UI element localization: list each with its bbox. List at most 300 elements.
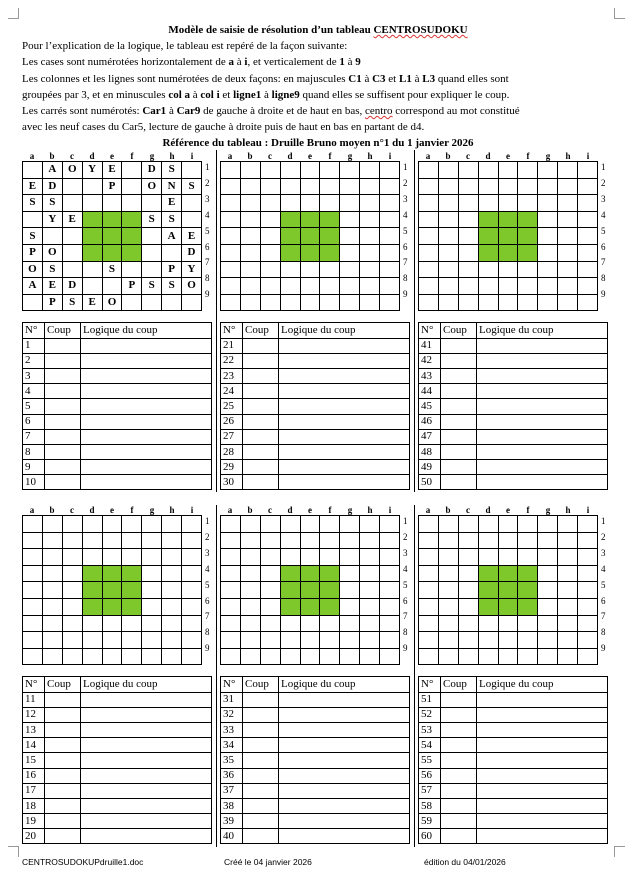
- grid-cell[interactable]: [320, 178, 340, 195]
- grid-cell[interactable]: [578, 632, 598, 649]
- move-coup-cell[interactable]: [45, 338, 81, 353]
- grid-cell[interactable]: S: [102, 261, 122, 278]
- grid-cell[interactable]: [260, 195, 280, 212]
- grid-cell[interactable]: [300, 195, 320, 212]
- grid-cell[interactable]: [260, 648, 280, 665]
- move-logic-cell[interactable]: [81, 768, 212, 783]
- grid-cell[interactable]: [518, 549, 538, 566]
- grid-cell[interactable]: [340, 516, 360, 533]
- grid-cell[interactable]: [419, 228, 439, 245]
- grid-cell[interactable]: [360, 278, 380, 295]
- grid-cell[interactable]: [419, 615, 439, 632]
- move-logic-cell[interactable]: [81, 798, 212, 813]
- move-coup-cell[interactable]: [441, 338, 477, 353]
- grid-cell[interactable]: [498, 598, 518, 615]
- grid-cell[interactable]: [380, 244, 400, 261]
- grid-cell[interactable]: [300, 244, 320, 261]
- grid-cell[interactable]: [478, 565, 498, 582]
- grid-cell[interactable]: [320, 632, 340, 649]
- grid-cell[interactable]: [538, 278, 558, 295]
- grid-cell[interactable]: [340, 632, 360, 649]
- grid-cell[interactable]: [360, 261, 380, 278]
- grid-cell[interactable]: [498, 615, 518, 632]
- move-coup-cell[interactable]: [243, 399, 279, 414]
- grid-cell[interactable]: S: [142, 278, 162, 295]
- grid-cell[interactable]: [142, 228, 162, 245]
- grid-cell[interactable]: [280, 162, 300, 179]
- grid-cell[interactable]: [82, 549, 102, 566]
- grid-cell[interactable]: [122, 598, 142, 615]
- grid-cell[interactable]: [458, 615, 478, 632]
- grid-cell[interactable]: [82, 211, 102, 228]
- grid-cell[interactable]: [280, 632, 300, 649]
- grid-cell[interactable]: [23, 598, 43, 615]
- grid-cell[interactable]: [458, 178, 478, 195]
- move-coup-cell[interactable]: [441, 353, 477, 368]
- grid-cell[interactable]: [23, 582, 43, 599]
- move-logic-cell[interactable]: [477, 460, 608, 475]
- grid-cell[interactable]: [558, 294, 578, 311]
- move-logic-cell[interactable]: [477, 829, 608, 844]
- grid-cell[interactable]: [518, 532, 538, 549]
- grid-cell[interactable]: [558, 178, 578, 195]
- grid-cell[interactable]: O: [42, 244, 62, 261]
- grid-cell[interactable]: E: [162, 195, 182, 212]
- move-coup-cell[interactable]: [441, 783, 477, 798]
- move-logic-cell[interactable]: [477, 753, 608, 768]
- move-logic-cell[interactable]: [81, 814, 212, 829]
- move-logic-cell[interactable]: [279, 399, 410, 414]
- grid-cell[interactable]: [578, 648, 598, 665]
- grid-cell[interactable]: [518, 615, 538, 632]
- grid-cell[interactable]: [162, 615, 182, 632]
- grid-cell[interactable]: [538, 582, 558, 599]
- grid-cell[interactable]: [221, 195, 241, 212]
- grid-cell[interactable]: [62, 261, 82, 278]
- grid-cell[interactable]: [538, 178, 558, 195]
- grid-cell[interactable]: [320, 532, 340, 549]
- grid-cell[interactable]: [221, 648, 241, 665]
- grid-cell[interactable]: [578, 211, 598, 228]
- grid-cell[interactable]: [360, 244, 380, 261]
- grid-cell[interactable]: [260, 211, 280, 228]
- grid-cell[interactable]: [538, 598, 558, 615]
- grid-cell[interactable]: [518, 278, 538, 295]
- grid-cell[interactable]: [360, 228, 380, 245]
- grid-cell[interactable]: [260, 178, 280, 195]
- grid-cell[interactable]: [82, 228, 102, 245]
- grid-cell[interactable]: [419, 598, 439, 615]
- grid-cell[interactable]: [360, 195, 380, 212]
- grid-cell[interactable]: [478, 294, 498, 311]
- move-coup-cell[interactable]: [45, 460, 81, 475]
- grid-cell[interactable]: [558, 615, 578, 632]
- grid-cell[interactable]: [42, 632, 62, 649]
- grid-cell[interactable]: [438, 261, 458, 278]
- grid-cell[interactable]: [419, 516, 439, 533]
- grid-cell[interactable]: [380, 278, 400, 295]
- grid-cell[interactable]: [380, 598, 400, 615]
- grid-cell[interactable]: [558, 532, 578, 549]
- grid-cell[interactable]: [498, 195, 518, 212]
- move-logic-cell[interactable]: [81, 444, 212, 459]
- grid-cell[interactable]: [280, 549, 300, 566]
- grid-cell[interactable]: [221, 615, 241, 632]
- move-coup-cell[interactable]: [45, 722, 81, 737]
- grid-cell[interactable]: D: [182, 244, 202, 261]
- grid-cell[interactable]: [478, 582, 498, 599]
- grid-cell[interactable]: [478, 162, 498, 179]
- grid-cell[interactable]: [240, 598, 260, 615]
- move-logic-cell[interactable]: [279, 783, 410, 798]
- grid-cell[interactable]: [498, 565, 518, 582]
- move-logic-cell[interactable]: [477, 338, 608, 353]
- grid-cell[interactable]: [182, 549, 202, 566]
- grid-cell[interactable]: E: [23, 178, 43, 195]
- move-logic-cell[interactable]: [279, 384, 410, 399]
- move-coup-cell[interactable]: [45, 353, 81, 368]
- grid-cell[interactable]: [162, 294, 182, 311]
- grid-cell[interactable]: [518, 632, 538, 649]
- grid-cell[interactable]: [340, 228, 360, 245]
- grid-cell[interactable]: [300, 598, 320, 615]
- grid-cell[interactable]: [360, 532, 380, 549]
- grid-cell[interactable]: [260, 632, 280, 649]
- grid-cell[interactable]: [558, 516, 578, 533]
- grid-cell[interactable]: [280, 244, 300, 261]
- grid-cell[interactable]: O: [23, 261, 43, 278]
- grid-cell[interactable]: [578, 244, 598, 261]
- grid-cell[interactable]: [558, 195, 578, 212]
- grid-cell[interactable]: [23, 294, 43, 311]
- grid-cell[interactable]: [142, 598, 162, 615]
- grid-cell[interactable]: [240, 615, 260, 632]
- move-coup-cell[interactable]: [441, 475, 477, 490]
- grid-cell[interactable]: [62, 195, 82, 212]
- grid-cell[interactable]: [340, 532, 360, 549]
- grid-cell[interactable]: [518, 211, 538, 228]
- grid-cell[interactable]: [478, 632, 498, 649]
- grid-cell[interactable]: [221, 549, 241, 566]
- grid-cell[interactable]: [260, 582, 280, 599]
- grid-cell[interactable]: [478, 211, 498, 228]
- grid-cell[interactable]: S: [142, 211, 162, 228]
- grid-cell[interactable]: [458, 261, 478, 278]
- grid-cell[interactable]: [82, 648, 102, 665]
- grid-cell[interactable]: [419, 294, 439, 311]
- move-coup-cell[interactable]: [441, 460, 477, 475]
- grid-cell[interactable]: [558, 228, 578, 245]
- grid-cell[interactable]: [320, 615, 340, 632]
- grid-cell[interactable]: [122, 565, 142, 582]
- grid-cell[interactable]: [320, 211, 340, 228]
- grid-cell[interactable]: [419, 261, 439, 278]
- grid-cell[interactable]: [578, 162, 598, 179]
- grid-cell[interactable]: [240, 228, 260, 245]
- grid-cell[interactable]: [438, 178, 458, 195]
- grid-cell[interactable]: P: [162, 261, 182, 278]
- grid-cell[interactable]: [240, 178, 260, 195]
- grid-cell[interactable]: [62, 565, 82, 582]
- grid-cell[interactable]: [478, 549, 498, 566]
- move-logic-cell[interactable]: [477, 475, 608, 490]
- grid-cell[interactable]: [102, 516, 122, 533]
- grid-cell[interactable]: [122, 549, 142, 566]
- move-coup-cell[interactable]: [45, 798, 81, 813]
- grid-cell[interactable]: [538, 632, 558, 649]
- grid-cell[interactable]: [419, 532, 439, 549]
- grid-cell[interactable]: [340, 278, 360, 295]
- move-logic-cell[interactable]: [81, 460, 212, 475]
- grid-cell[interactable]: [320, 565, 340, 582]
- grid-cell[interactable]: [62, 648, 82, 665]
- grid-cell[interactable]: [182, 211, 202, 228]
- grid-cell[interactable]: [419, 648, 439, 665]
- grid-cell[interactable]: [498, 516, 518, 533]
- grid-cell[interactable]: [578, 582, 598, 599]
- grid-cell[interactable]: [320, 582, 340, 599]
- grid-cell[interactable]: [122, 162, 142, 179]
- grid-cell[interactable]: [82, 632, 102, 649]
- grid-cell[interactable]: [498, 228, 518, 245]
- move-coup-cell[interactable]: [45, 368, 81, 383]
- grid-cell[interactable]: [340, 162, 360, 179]
- grid-cell[interactable]: [380, 549, 400, 566]
- grid-cell[interactable]: [438, 615, 458, 632]
- grid-cell[interactable]: A: [42, 162, 62, 179]
- grid-cell[interactable]: [538, 648, 558, 665]
- grid-cell[interactable]: [122, 632, 142, 649]
- grid-cell[interactable]: [23, 516, 43, 533]
- move-coup-cell[interactable]: [441, 414, 477, 429]
- grid-cell[interactable]: [300, 582, 320, 599]
- grid-cell[interactable]: [438, 549, 458, 566]
- grid-cell[interactable]: [380, 228, 400, 245]
- grid-cell[interactable]: [122, 516, 142, 533]
- grid-cell[interactable]: [320, 195, 340, 212]
- grid-cell[interactable]: [42, 516, 62, 533]
- move-coup-cell[interactable]: [45, 429, 81, 444]
- grid-cell[interactable]: [340, 211, 360, 228]
- grid-cell[interactable]: [458, 582, 478, 599]
- grid-cell[interactable]: N: [162, 178, 182, 195]
- grid-cell[interactable]: [142, 648, 162, 665]
- grid-cell[interactable]: [380, 648, 400, 665]
- move-logic-cell[interactable]: [477, 707, 608, 722]
- grid-cell[interactable]: Y: [82, 162, 102, 179]
- grid-cell[interactable]: [478, 598, 498, 615]
- grid-cell[interactable]: [380, 582, 400, 599]
- move-coup-cell[interactable]: [243, 444, 279, 459]
- grid-cell[interactable]: [102, 598, 122, 615]
- grid-cell[interactable]: [498, 549, 518, 566]
- grid-cell[interactable]: [438, 278, 458, 295]
- grid-cell[interactable]: [122, 615, 142, 632]
- grid-cell[interactable]: [82, 598, 102, 615]
- grid-cell[interactable]: [538, 532, 558, 549]
- grid-cell[interactable]: [380, 632, 400, 649]
- grid-cell[interactable]: [240, 195, 260, 212]
- grid-cell[interactable]: [280, 615, 300, 632]
- move-logic-cell[interactable]: [81, 707, 212, 722]
- grid-cell[interactable]: [240, 549, 260, 566]
- grid-cell[interactable]: [578, 178, 598, 195]
- grid-cell[interactable]: [240, 244, 260, 261]
- grid-cell[interactable]: [300, 632, 320, 649]
- grid-cell[interactable]: [380, 162, 400, 179]
- grid-cell[interactable]: [438, 632, 458, 649]
- grid-cell[interactable]: [280, 532, 300, 549]
- grid-cell[interactable]: [240, 162, 260, 179]
- grid-cell[interactable]: O: [182, 278, 202, 295]
- grid-cell[interactable]: [518, 294, 538, 311]
- grid-cell[interactable]: E: [182, 228, 202, 245]
- grid-cell[interactable]: [419, 565, 439, 582]
- grid-cell[interactable]: S: [23, 195, 43, 212]
- grid-cell[interactable]: [380, 294, 400, 311]
- grid-cell[interactable]: [419, 549, 439, 566]
- grid-cell[interactable]: [102, 278, 122, 295]
- grid-cell[interactable]: [240, 532, 260, 549]
- move-logic-cell[interactable]: [81, 368, 212, 383]
- grid-cell[interactable]: [478, 278, 498, 295]
- move-coup-cell[interactable]: [243, 353, 279, 368]
- grid-cell[interactable]: [182, 648, 202, 665]
- grid-cell[interactable]: [62, 582, 82, 599]
- grid-cell[interactable]: [221, 261, 241, 278]
- move-coup-cell[interactable]: [441, 829, 477, 844]
- move-logic-cell[interactable]: [477, 353, 608, 368]
- grid-cell[interactable]: [82, 278, 102, 295]
- grid-cell[interactable]: [380, 195, 400, 212]
- grid-cell[interactable]: [320, 516, 340, 533]
- grid-cell[interactable]: [518, 178, 538, 195]
- grid-cell[interactable]: [558, 598, 578, 615]
- grid-cell[interactable]: S: [42, 261, 62, 278]
- move-coup-cell[interactable]: [441, 399, 477, 414]
- grid-cell[interactable]: [23, 162, 43, 179]
- grid-cell[interactable]: [122, 228, 142, 245]
- grid-cell[interactable]: [162, 244, 182, 261]
- grid-cell[interactable]: [102, 211, 122, 228]
- grid-cell[interactable]: [340, 549, 360, 566]
- grid-cell[interactable]: [102, 244, 122, 261]
- grid-cell[interactable]: [260, 162, 280, 179]
- grid-cell[interactable]: [558, 582, 578, 599]
- grid-cell[interactable]: D: [142, 162, 162, 179]
- move-coup-cell[interactable]: [441, 429, 477, 444]
- move-logic-cell[interactable]: [477, 692, 608, 707]
- move-coup-cell[interactable]: [441, 798, 477, 813]
- grid-cell[interactable]: [558, 278, 578, 295]
- grid-cell[interactable]: [182, 582, 202, 599]
- grid-cell[interactable]: [380, 532, 400, 549]
- grid-cell[interactable]: [498, 261, 518, 278]
- grid-cell[interactable]: [578, 228, 598, 245]
- grid-cell[interactable]: [438, 195, 458, 212]
- grid-cell[interactable]: [82, 615, 102, 632]
- move-logic-cell[interactable]: [279, 738, 410, 753]
- grid-cell[interactable]: [142, 632, 162, 649]
- grid-cell[interactable]: [438, 582, 458, 599]
- move-coup-cell[interactable]: [45, 814, 81, 829]
- grid-cell[interactable]: [518, 228, 538, 245]
- grid-cell[interactable]: [458, 244, 478, 261]
- grid-cell[interactable]: [82, 565, 102, 582]
- grid-cell[interactable]: [558, 261, 578, 278]
- move-logic-cell[interactable]: [81, 829, 212, 844]
- grid-cell[interactable]: S: [182, 178, 202, 195]
- grid-cell[interactable]: [122, 648, 142, 665]
- grid-cell[interactable]: [340, 294, 360, 311]
- grid-cell[interactable]: [142, 565, 162, 582]
- grid-cell[interactable]: [23, 549, 43, 566]
- grid-cell[interactable]: [498, 648, 518, 665]
- grid-cell[interactable]: [578, 278, 598, 295]
- grid-cell[interactable]: [438, 294, 458, 311]
- move-coup-cell[interactable]: [243, 738, 279, 753]
- grid-cell[interactable]: [23, 632, 43, 649]
- grid-cell[interactable]: [360, 294, 380, 311]
- grid-cell[interactable]: [478, 615, 498, 632]
- grid-cell[interactable]: [478, 178, 498, 195]
- grid-cell[interactable]: [182, 162, 202, 179]
- move-coup-cell[interactable]: [441, 384, 477, 399]
- move-logic-cell[interactable]: [81, 384, 212, 399]
- grid-cell[interactable]: [320, 278, 340, 295]
- grid-cell[interactable]: [23, 615, 43, 632]
- move-logic-cell[interactable]: [477, 768, 608, 783]
- move-coup-cell[interactable]: [243, 783, 279, 798]
- grid-cell[interactable]: [578, 532, 598, 549]
- grid-cell[interactable]: [458, 211, 478, 228]
- grid-cell[interactable]: [122, 532, 142, 549]
- grid-cell[interactable]: [518, 162, 538, 179]
- grid-cell[interactable]: [62, 532, 82, 549]
- grid-cell[interactable]: [102, 648, 122, 665]
- grid-cell[interactable]: [300, 615, 320, 632]
- grid-cell[interactable]: [182, 516, 202, 533]
- move-logic-cell[interactable]: [81, 429, 212, 444]
- grid-cell[interactable]: [578, 195, 598, 212]
- grid-cell[interactable]: [438, 228, 458, 245]
- grid-cell[interactable]: [518, 195, 538, 212]
- grid-cell[interactable]: [62, 632, 82, 649]
- grid-cell[interactable]: [558, 565, 578, 582]
- grid-cell[interactable]: [458, 532, 478, 549]
- grid-cell[interactable]: [438, 211, 458, 228]
- move-logic-cell[interactable]: [477, 368, 608, 383]
- grid-cell[interactable]: [578, 261, 598, 278]
- move-coup-cell[interactable]: [441, 753, 477, 768]
- grid-cell[interactable]: [240, 278, 260, 295]
- grid-cell[interactable]: [122, 211, 142, 228]
- move-coup-cell[interactable]: [243, 414, 279, 429]
- grid-cell[interactable]: S: [62, 294, 82, 311]
- grid-cell[interactable]: [438, 162, 458, 179]
- grid-cell[interactable]: [458, 632, 478, 649]
- grid-cell[interactable]: [419, 632, 439, 649]
- grid-cell[interactable]: [23, 532, 43, 549]
- grid-cell[interactable]: [320, 648, 340, 665]
- move-logic-cell[interactable]: [477, 429, 608, 444]
- grid-cell[interactable]: [419, 278, 439, 295]
- grid-cell[interactable]: [102, 228, 122, 245]
- grid-cell[interactable]: [320, 244, 340, 261]
- grid-cell[interactable]: [300, 228, 320, 245]
- grid-cell[interactable]: [280, 178, 300, 195]
- grid-cell[interactable]: [458, 516, 478, 533]
